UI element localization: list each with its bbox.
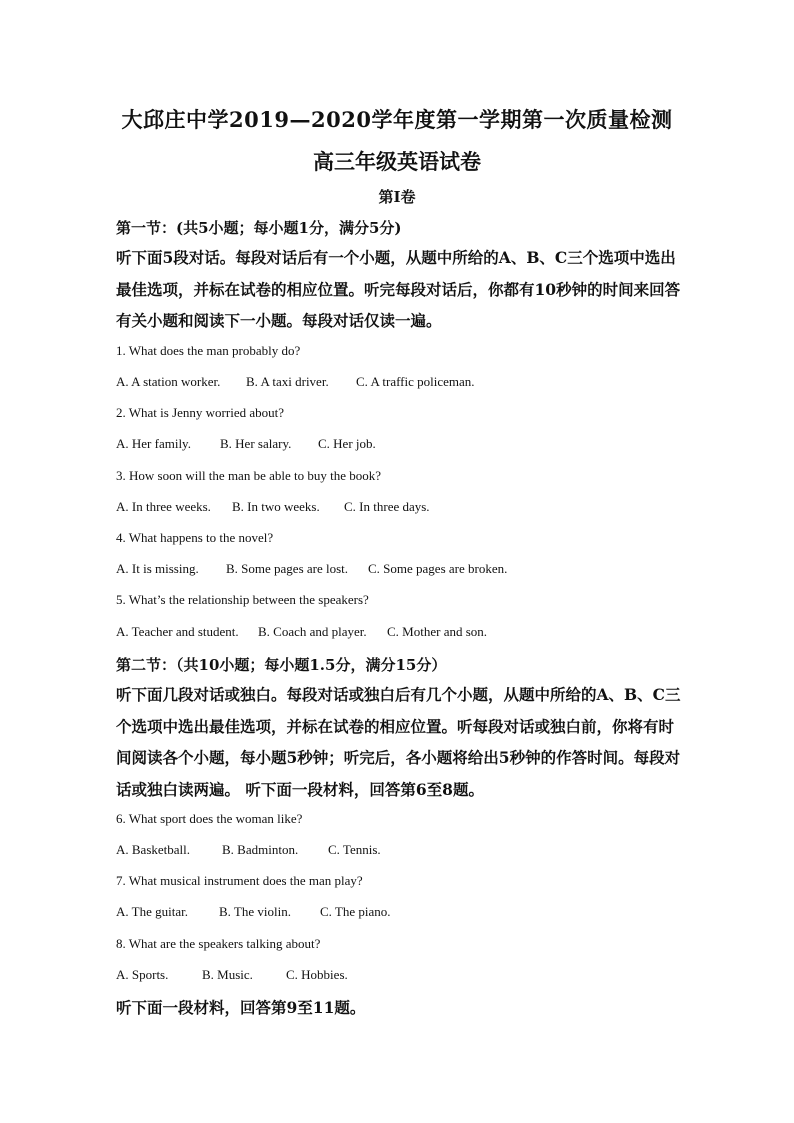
option-a: A. The guitar. xyxy=(116,904,188,919)
option-c: C. Some pages are broken. xyxy=(368,561,508,576)
question-stem: 8. What are the speakers talking about? xyxy=(116,936,321,951)
option-b: B. In two weeks. xyxy=(232,499,320,514)
question-options xyxy=(116,499,430,515)
question-options xyxy=(116,374,475,390)
question-options xyxy=(116,967,348,983)
option-c: C. Hobbies. xyxy=(286,967,348,982)
question-options xyxy=(116,436,376,452)
option-a: A. A station worker. xyxy=(116,374,221,389)
question-options xyxy=(116,904,391,920)
question-stem: 4. What happens to the novel? xyxy=(116,530,274,545)
question-stem: 3. How soon will the man be able to buy the book? xyxy=(116,468,382,483)
question-options xyxy=(116,624,487,640)
option-c: C. Mother and son. xyxy=(387,624,488,639)
option-a: A. In three weeks. xyxy=(116,499,211,514)
section2-instructions: 听下面几段对话或独白。每段对话或独白后有几个小题，从题中所给的A、B、C三个选项中选出最佳选项，并标在试卷的相应位置。听每段对话或独白前，你将有时间阅读各个小题，每小题5秒钟；听完后，各小题将给出5秒钟的作答时间。每段对话或独白读两遍。 听下面一段材料，回答第6至8题。 xyxy=(116,685,681,799)
question-stem: 7. What musical instrument does the man play? xyxy=(116,873,363,888)
option-c: C. In three days. xyxy=(344,499,430,514)
question-stem: 6. What sport does the woman like? xyxy=(116,811,303,826)
section2-heading: 第二节：（共10小题；每小题1.5分，满分15分） xyxy=(116,656,447,674)
section1-heading: 第一节：(共5小题；每小题1分，满分5分) xyxy=(116,219,402,237)
option-b: B. A taxi driver. xyxy=(246,374,329,389)
option-a: A. It is missing. xyxy=(116,561,199,576)
option-c: C. The piano. xyxy=(320,904,391,919)
next-material-prompt: 听下面一段材料，回答第9至11题。 xyxy=(116,998,366,1017)
volume-label: 第I卷 xyxy=(378,188,416,206)
option-a: A. Her family. xyxy=(116,436,191,451)
option-c: C. Her job. xyxy=(318,436,376,451)
exam-subtitle: 高三年级英语试卷 xyxy=(313,149,481,174)
question-options xyxy=(116,842,381,858)
section1-instructions: 听下面5段对话。每段对话后有一个小题，从题中所给的A、B、C三个选项中选出最佳选项，并标在试卷的相应位置。听完每段对话后，你都有10秒钟的时间来回答有关小题和阅读下一小题。每段对话仅读一遍。 xyxy=(116,248,681,330)
option-b: B. Some pages are lost. xyxy=(226,561,349,576)
question-stem: 5. What’s the relationship between the speakers? xyxy=(116,592,369,607)
option-a: A. Sports. xyxy=(116,967,169,982)
option-b: B. Coach and player. xyxy=(258,624,367,639)
option-b: B. Music. xyxy=(202,967,253,982)
question-stem: 2. What is Jenny worried about? xyxy=(116,405,284,420)
option-b: B. The violin. xyxy=(219,904,291,919)
option-b: B. Her salary. xyxy=(220,436,292,451)
question-options xyxy=(116,561,507,577)
option-b: B. Badminton. xyxy=(222,842,299,857)
question-stem: 1. What does the man probably do? xyxy=(116,343,301,358)
option-a: A. Basketball. xyxy=(116,842,191,857)
option-a: A. Teacher and student. xyxy=(116,624,239,639)
exam-title: 大邱庄中学2019—2020学年度第一学期第一次质量检测 xyxy=(121,107,673,132)
option-c: C. Tennis. xyxy=(328,842,381,857)
option-c: C. A traffic policeman. xyxy=(356,374,475,389)
